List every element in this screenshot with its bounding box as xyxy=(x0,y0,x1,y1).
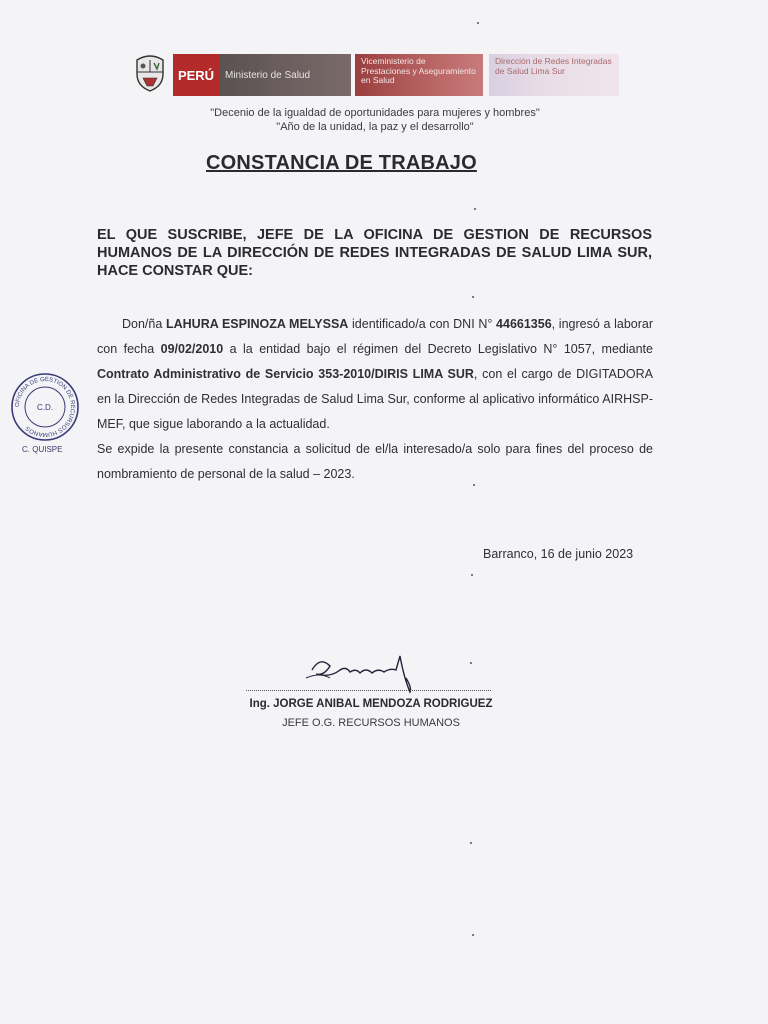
scan-speck xyxy=(473,484,475,486)
scan-speck xyxy=(472,296,474,298)
contract-reference: Contrato Administrativo de Servicio 353-2010/DIRIS LIMA SUR xyxy=(97,367,474,381)
start-date: 09/02/2010 xyxy=(160,342,224,356)
intro-statement: EL QUE SUSCRIBE, JEFE DE LA OFICINA DE GESTION DE RECURSOS HUMANOS DE LA DIRECCIÓN DE REDES INTEGRADAS DE SALUD LIMA SUR, HACE CONSTAR QUE: xyxy=(97,227,652,279)
banner-ministry: Ministerio de Salud xyxy=(219,54,351,96)
text-fragment: , ingresó a laborar con fecha xyxy=(97,317,653,356)
signer-role: JEFE O.G. RECURSOS HUMANOS xyxy=(282,717,460,729)
scan-speck xyxy=(470,662,472,664)
paragraph-purpose: Se expide la presente constancia a solicitud de el/la interesado/a solo para fines del proceso de nombramiento de personal de la salud – 2023. xyxy=(97,442,653,481)
employee-name: LAHURA ESPINOZA MELYSSA xyxy=(165,317,349,331)
scan-speck xyxy=(472,934,474,936)
text-fragment: a la entidad bajo el régimen del Decreto Legislativo N° 1057, mediante xyxy=(223,342,653,356)
paragraph-employment xyxy=(97,312,653,437)
certificate-body xyxy=(97,312,653,487)
official-seal-stamp xyxy=(10,372,80,442)
seal-ring-text: OFICINA DE GESTION DE RECURSOS HUMANOS xyxy=(14,376,76,438)
institution-banner xyxy=(133,54,623,96)
banner-vice-ministry: Viceministerio de Prestaciones y Aseguramiento en Salud xyxy=(355,54,483,96)
peru-coat-of-arms-icon xyxy=(133,54,167,92)
seal-caption: C. QUISPE xyxy=(22,445,63,454)
signer-name: Ing. JORGE ANIBAL MENDOZA RODRIGUEZ xyxy=(249,698,493,710)
scan-speck xyxy=(471,574,473,576)
scan-speck xyxy=(470,842,472,844)
seal-center-text: C.D. xyxy=(37,403,53,412)
scan-speck xyxy=(474,208,476,210)
banner-directorate: Dirección de Redes Integradas de Salud Lima Sur xyxy=(489,54,619,96)
place-and-date: Barranco, 16 de junio 2023 xyxy=(483,547,634,561)
dni-number: 44661356 xyxy=(496,317,552,331)
decade-line-1: "Decenio de la igualdad de oportunidades para mujeres y hombres" xyxy=(210,107,540,119)
text-fragment: Don/ña xyxy=(122,317,166,331)
text-fragment: identificado/a con DNI N° xyxy=(348,317,497,331)
text-fragment: , con el cargo de DIGITADORA en la Dirección de Redes Integradas de Salud Lima Sur, conforme al aplicativo informático AIRHSP-MEF, que sigue laborando a la actualidad. xyxy=(97,367,653,431)
banner-peru: PERÚ xyxy=(173,54,219,96)
decade-motto xyxy=(180,106,570,134)
decade-line-2: "Año de la unidad, la paz y el desarrollo" xyxy=(276,121,474,133)
document-title: CONSTANCIA DE TRABAJO xyxy=(206,152,477,174)
scan-speck xyxy=(477,22,479,24)
signature-line xyxy=(246,690,491,691)
